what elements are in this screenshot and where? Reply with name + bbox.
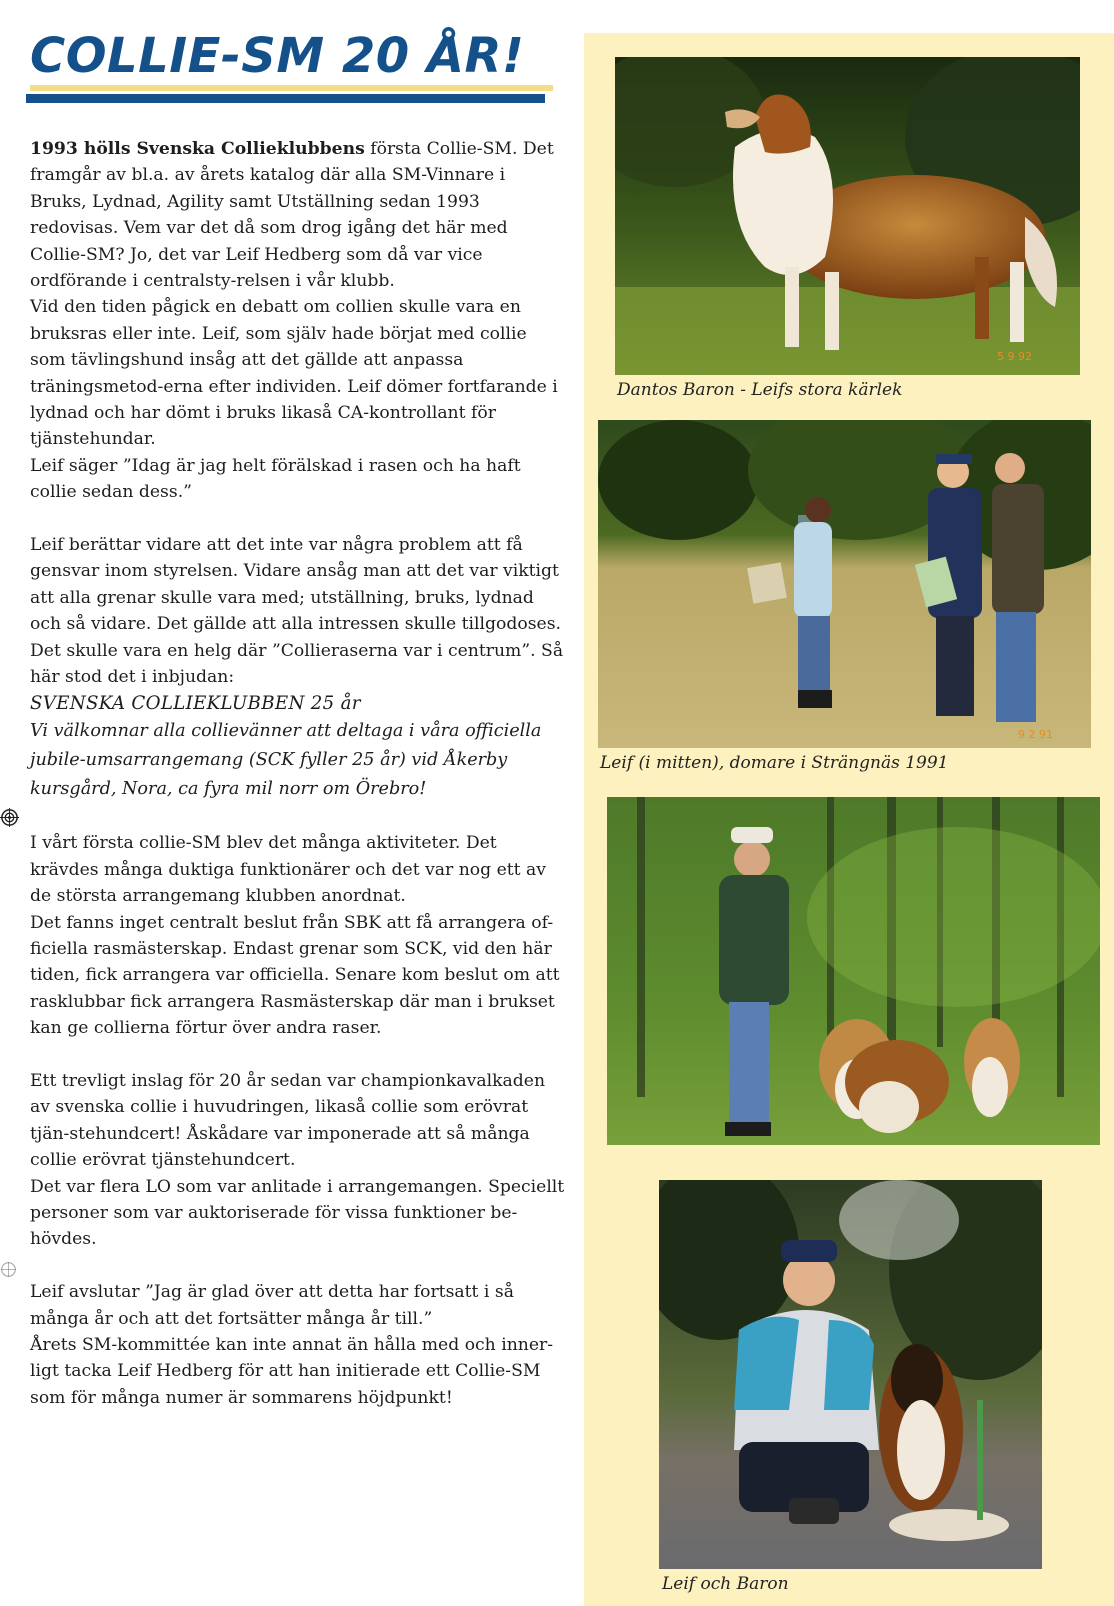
article-paragraph-thanks: Årets SM-kommittée kan inte annat än hålla med och inner-ligt tacka Leif Hedberg för att han initierade ett Collie-SM som för många numer är sommarens höjdpunkt! bbox=[30, 1335, 554, 1408]
article-paragraph-quote: Leif säger ”Idag är jag helt förälskad i rasen och ha haft collie sedan dess.” bbox=[30, 455, 521, 503]
article-paragraph-sbk: Det fanns inget centralt beslut från SBK att få arrangera of-ficiella rasmästerskap. Endast grenar som SCK, vid den här tiden, fick arrangera var officiella. Senare kom beslut om att rasklubbar fick arrangera Rasmästerskap där man i brukset kan ge collierna förtur över andra raser. bbox=[30, 912, 560, 1039]
caption-photo-man-kneeling-with-collie: Leif och Baron bbox=[662, 1574, 789, 1594]
photo-collie-standing bbox=[615, 57, 1080, 375]
title-underline-yellow bbox=[30, 85, 553, 91]
photo-man-with-collies-forest bbox=[607, 797, 1100, 1145]
article-paragraph-activities: I vårt första collie-SM blev det många aktiviteter. Det krävdes många duktiga funktionärer och det var nog ett av de största arrangemang klubben anordnat. bbox=[30, 833, 547, 907]
article-paragraph-closing-quote: Leif avslutar ”Jag är glad över att detta har fortsatt i så många år och att det fortsätter många år till.” bbox=[30, 1282, 514, 1329]
photo-man-kneeling-with-collie bbox=[659, 1180, 1042, 1569]
photo-date-stamp: 5 9 92 bbox=[997, 350, 1032, 363]
article-intro-text: första Collie-SM. Det framgår av bl.a. av årets katalog där alla SM-Vinnare i Bruks, Lydnad, Agility samt Utställning sedan 1993 redovisas. Vem var det då som drog igång det här med Collie-SM? Jo, det var Leif Hedberg som då var vice ordförande i centralsty-relsen i vår klubb. bbox=[30, 139, 554, 292]
article-body bbox=[30, 136, 565, 1411]
title-underline-blue bbox=[26, 94, 545, 103]
article-paragraph-board: Leif berättar vidare att det inte var några problem att få gensvar inom styrelsen. Vidare ansåg man att det var viktigt att alla grenar skulle vara med; utställning, bruks, lydnad och så vidare. Det gällde att alla intressen skulle tillgodoses. Det skulle vara en helg där ”Collieraserna var i centrum”. Så här stod det i inbjudan: bbox=[30, 535, 564, 688]
page-title: COLLIE-SM 20 ÅR! bbox=[30, 28, 525, 84]
article-paragraph-debate: Vid den tiden pågick en debatt om collien skulle vara en bruksras eller inte. Leif, som själv hade börjat med collie som tävlingshund insåg att det gällde att anpassa träningsmetod-erna efter individen. Leif dömer fortfarande i lydnad och har dömt i bruks likaså CA-kontrollant för tjänstehundar. bbox=[30, 297, 558, 450]
photo-judges-field bbox=[598, 420, 1091, 748]
caption-photo-judges-field: Leif (i mitten), domare i Strängnäs 1991 bbox=[600, 753, 949, 773]
article-paragraph-cavalcade: Ett trevligt inslag för 20 år sedan var championkavalkaden av svenska collie i huvudringen, likaså collie som erövrat tjän-stehundcert! Åskådare var imponerade att så många collie erövrat tjänstehundcert. bbox=[30, 1070, 546, 1171]
photo-date-stamp: 9 2 91 bbox=[1018, 728, 1053, 741]
crosshair-target-icon bbox=[0, 1261, 17, 1278]
invitation-heading: SVENSKA COLLIEKLUBBEN 25 år bbox=[30, 692, 361, 714]
article-paragraph-intro bbox=[30, 136, 565, 294]
article-paragraph-lo: Det var flera LO som var anlitade i arrangemangen. Speciellt personer som var auktoriserade för vissa funktioner be-hövdes. bbox=[30, 1176, 565, 1250]
caption-photo-collie-standing: Dantos Baron - Leifs stora kärlek bbox=[617, 380, 903, 400]
article-lead-text: 1993 hölls Svenska Collieklubbens bbox=[30, 139, 365, 159]
invitation-text: Vi välkomnar alla collievänner att deltaga i våra officiella jubile-umsarrangemang (SCK fyller 25 år) vid Åkerby kursgård, Nora, ca fyra mil norr om Örebro! bbox=[30, 720, 542, 799]
crosshair-target-icon bbox=[0, 808, 19, 827]
